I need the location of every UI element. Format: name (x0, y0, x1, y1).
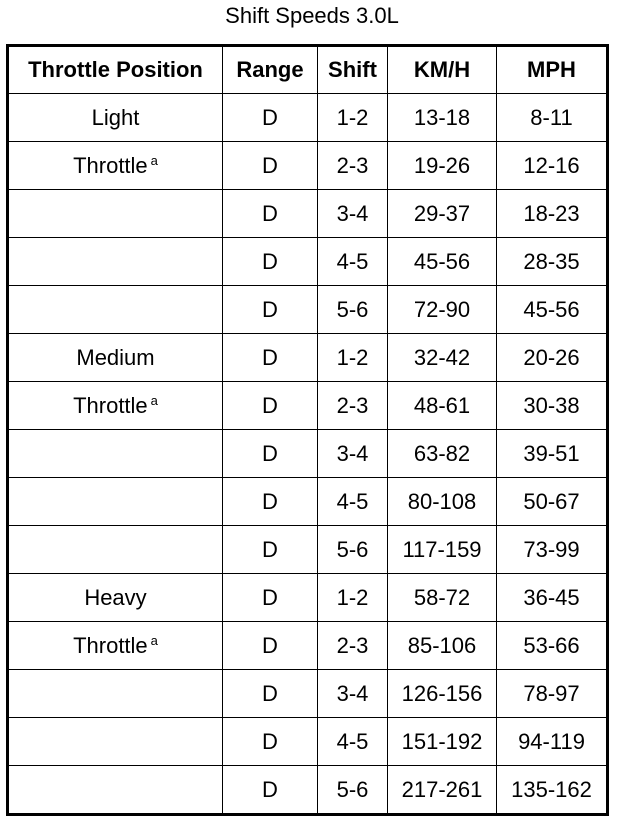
cell-shift: 2-3 (318, 382, 388, 430)
cell-range: D (223, 94, 318, 142)
table-row (8, 478, 608, 526)
cell-shift: 1-2 (318, 334, 388, 382)
header-shift: Shift (318, 46, 388, 94)
cell-throttle-position (8, 334, 223, 382)
table-row (8, 286, 608, 334)
cell-range: D (223, 430, 318, 478)
cell-range: D (223, 622, 318, 670)
cell-kmh: 63-82 (388, 430, 497, 478)
table-row (8, 238, 608, 286)
table-row (8, 718, 608, 766)
cell-throttle-position (8, 526, 223, 574)
cell-range: D (223, 238, 318, 286)
cell-range: D (223, 286, 318, 334)
throttle-position-label: Heavy (84, 584, 147, 610)
cell-shift: 2-3 (318, 142, 388, 190)
cell-range: D (223, 478, 318, 526)
cell-throttle-position (8, 286, 223, 334)
cell-shift: 3-4 (318, 190, 388, 238)
table-row (8, 190, 608, 238)
cell-range: D (223, 766, 318, 815)
table-row (8, 334, 608, 382)
cell-range: D (223, 526, 318, 574)
table-body (8, 94, 608, 815)
cell-throttle-position (8, 94, 223, 142)
table-row (8, 142, 608, 190)
cell-shift: 4-5 (318, 478, 388, 526)
cell-shift: 1-2 (318, 94, 388, 142)
cell-throttle-position (8, 574, 223, 622)
cell-range: D (223, 574, 318, 622)
header-range: Range (223, 46, 318, 94)
cell-range: D (223, 718, 318, 766)
footnote-marker: a (150, 632, 158, 648)
cell-shift: 5-6 (318, 286, 388, 334)
cell-kmh: 126-156 (388, 670, 497, 718)
cell-kmh: 85-106 (388, 622, 497, 670)
cell-shift: 4-5 (318, 238, 388, 286)
cell-kmh: 117-159 (388, 526, 497, 574)
cell-mph: 78-97 (497, 670, 608, 718)
cell-kmh: 29-37 (388, 190, 497, 238)
cell-mph: 39-51 (497, 430, 608, 478)
table-header-row (8, 46, 608, 94)
table-row (8, 430, 608, 478)
cell-throttle-position (8, 622, 223, 670)
cell-range: D (223, 382, 318, 430)
cell-mph: 135-162 (497, 766, 608, 815)
cell-mph: 18-23 (497, 190, 608, 238)
throttle-position-label: Medium (76, 344, 155, 370)
cell-shift: 3-4 (318, 430, 388, 478)
throttle-position-label: Throttle (73, 632, 148, 658)
table-row (8, 574, 608, 622)
cell-throttle-position (8, 190, 223, 238)
table-row (8, 526, 608, 574)
cell-mph: 73-99 (497, 526, 608, 574)
cell-kmh: 19-26 (388, 142, 497, 190)
cell-mph: 30-38 (497, 382, 608, 430)
cell-kmh: 72-90 (388, 286, 497, 334)
throttle-position-label: Throttle (73, 152, 148, 178)
table-row (8, 766, 608, 815)
cell-mph: 12-16 (497, 142, 608, 190)
cell-range: D (223, 670, 318, 718)
cell-mph: 94-119 (497, 718, 608, 766)
cell-kmh: 13-18 (388, 94, 497, 142)
shift-speeds-table (6, 44, 609, 816)
table-row (8, 94, 608, 142)
cell-mph: 8-11 (497, 94, 608, 142)
cell-throttle-position (8, 718, 223, 766)
header-kmh: KM/H (388, 46, 497, 94)
cell-shift: 2-3 (318, 622, 388, 670)
cell-kmh: 151-192 (388, 718, 497, 766)
cell-kmh: 58-72 (388, 574, 497, 622)
table-row (8, 670, 608, 718)
header-mph: MPH (497, 46, 608, 94)
cell-throttle-position (8, 478, 223, 526)
cell-kmh: 217-261 (388, 766, 497, 815)
cell-throttle-position (8, 382, 223, 430)
cell-shift: 5-6 (318, 766, 388, 815)
cell-shift: 5-6 (318, 526, 388, 574)
cell-kmh: 48-61 (388, 382, 497, 430)
cell-mph: 36-45 (497, 574, 608, 622)
throttle-position-label: Light (91, 104, 140, 130)
cell-mph: 50-67 (497, 478, 608, 526)
footnote-marker: a (150, 152, 158, 168)
cell-mph: 28-35 (497, 238, 608, 286)
cell-mph: 45-56 (497, 286, 608, 334)
cell-throttle-position (8, 670, 223, 718)
cell-range: D (223, 334, 318, 382)
table-row (8, 622, 608, 670)
cell-throttle-position (8, 766, 223, 815)
table-row (8, 382, 608, 430)
footnote-marker: a (150, 392, 158, 408)
cell-kmh: 45-56 (388, 238, 497, 286)
cell-mph: 53-66 (497, 622, 608, 670)
cell-shift: 1-2 (318, 574, 388, 622)
cell-mph: 20-26 (497, 334, 608, 382)
cell-range: D (223, 142, 318, 190)
cell-range: D (223, 190, 318, 238)
cell-kmh: 80-108 (388, 478, 497, 526)
page-title: Shift Speeds 3.0L (225, 3, 399, 28)
cell-throttle-position (8, 142, 223, 190)
cell-shift: 4-5 (318, 718, 388, 766)
header-throttle-position: Throttle Position (8, 46, 223, 94)
throttle-position-label: Throttle (73, 392, 148, 418)
cell-shift: 3-4 (318, 670, 388, 718)
cell-throttle-position (8, 430, 223, 478)
cell-kmh: 32-42 (388, 334, 497, 382)
cell-throttle-position (8, 238, 223, 286)
